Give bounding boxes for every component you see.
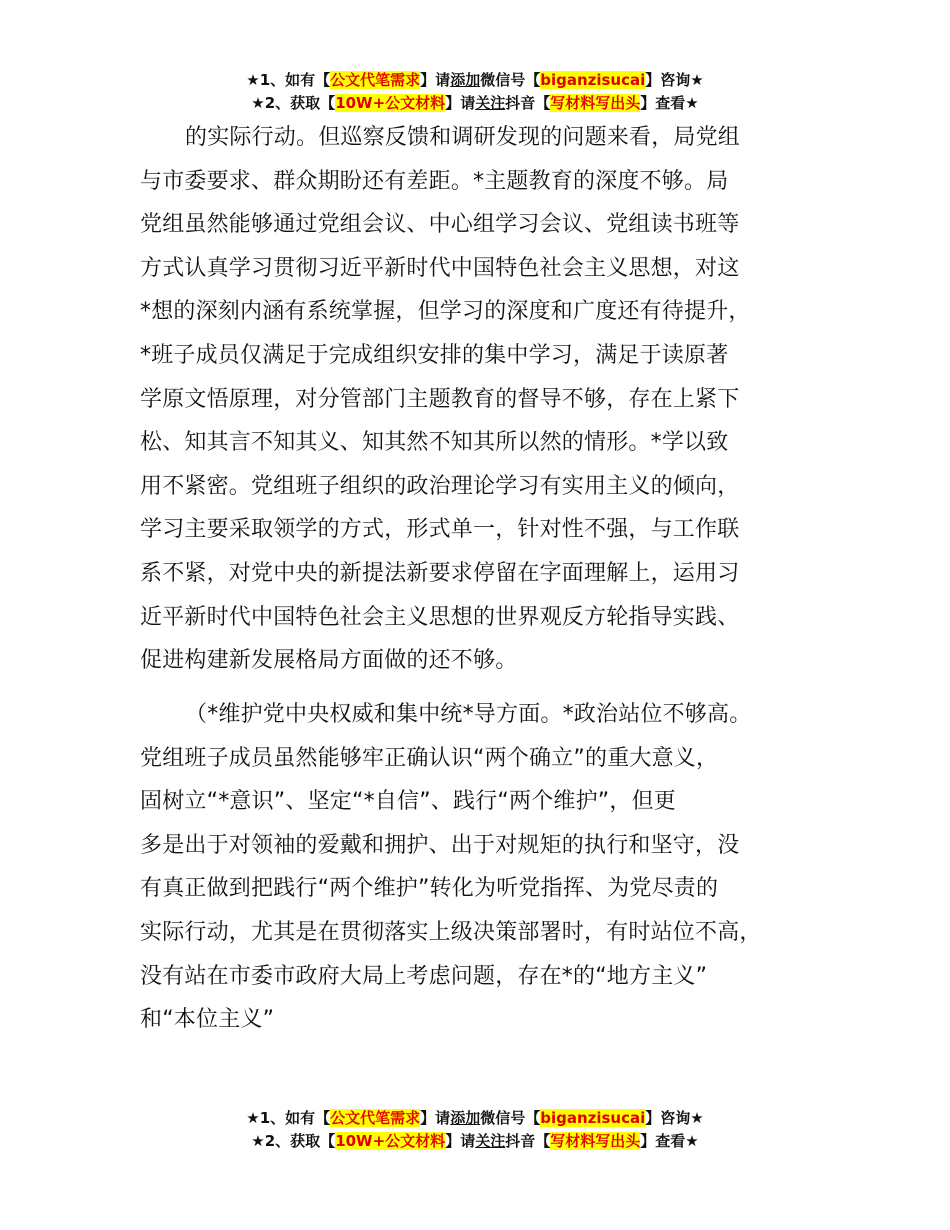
text-line: 党组虽然能够通过党组会议、中心组学习会议、党组读书班等 — [140, 212, 740, 238]
highlight-douyin-account: 写材料写出头 — [550, 94, 641, 112]
banner-text: ★2、获取【 — [251, 1132, 336, 1150]
banner-emphasis: 关注 — [475, 94, 506, 112]
text-line: 系不紧，对党中央的新提法新要求停留在字面理解上，运用习 — [140, 560, 740, 586]
text-line: 多是出于对领袖的爱戴和拥护、出于对规矩的执行和坚守，没 — [140, 832, 740, 858]
banner-text: 】请 — [420, 71, 451, 89]
banner-emphasis: 添加 — [450, 71, 481, 89]
banner-text: 】请 — [445, 1132, 476, 1150]
highlight-service: 公文代笔需求 — [330, 1109, 421, 1127]
text-line: 松、知其言不知其义、知其然不知其所以然的情形。*学以致 — [140, 430, 729, 456]
highlight-wechat-id: biganzisucai — [540, 1109, 646, 1127]
banner-text: 】咨询★ — [645, 71, 704, 89]
text-line: 近平新时代中国特色社会主义思想的世界观反方轮指导实践、 — [140, 604, 740, 630]
text-line: 没有站在市委市政府大局上考虑问题，存在*的“地方主义” — [140, 963, 708, 989]
banner-text: ★1、如有【 — [246, 1109, 331, 1127]
text-line: 实际行动，尤其是在贯彻落实上级决策部署时，有时站位不高， — [140, 919, 762, 945]
text-line: 和“本位主义” — [140, 1007, 275, 1033]
banner-text: 】咨询★ — [645, 1109, 704, 1127]
text-line: 固树立“*意识”、坚定“*自信”、践行“两个维护”，但更 — [140, 789, 676, 815]
text-line: 有真正做到把践行“两个维护”转化为听党指挥、为党尽责的 — [140, 876, 719, 902]
banner-text: 】请 — [445, 94, 476, 112]
highlight-service: 公文代笔需求 — [330, 71, 421, 89]
highlight-materials: 10W+公文材料 — [335, 94, 446, 112]
text-line: 学习主要采取领学的方式，形式单一，针对性不强，与工作联 — [140, 517, 740, 543]
header-banner — [0, 69, 950, 115]
highlight-douyin-account: 写材料写出头 — [550, 1132, 641, 1150]
banner-emphasis: 添加 — [450, 1109, 481, 1127]
body-paragraph-1 — [140, 116, 840, 683]
text-line: 党组班子成员虽然能够牢正确认识“两个确立”的重大意义， — [140, 745, 719, 771]
banner-line-1 — [0, 1107, 950, 1130]
highlight-wechat-id: biganzisucai — [540, 71, 646, 89]
banner-line-1 — [0, 69, 950, 92]
text-line: *班子成员仅满足于完成组织安排的集中学习，满足于读原著 — [140, 342, 729, 368]
body-paragraph-2 — [140, 693, 840, 1042]
text-line: 与市委要求、群众期盼还有差距。*主题教育的深度不够。局 — [140, 168, 729, 194]
banner-text: ★2、获取【 — [251, 94, 336, 112]
text-line: （*维护党中央权威和集中统*导方面。*政治站位不够高。 — [185, 702, 752, 727]
banner-line-2 — [0, 92, 950, 115]
text-line: 学原文悟原理，对分管部门主题教育的督导不够，存在上紧下 — [140, 386, 740, 412]
banner-line-2 — [0, 1130, 950, 1153]
banner-text: 】查看★ — [640, 94, 699, 112]
highlight-materials: 10W+公文材料 — [335, 1132, 446, 1150]
text-line: 促进构建新发展格局方面做的还不够。 — [140, 648, 518, 674]
banner-text: 微信号【 — [480, 1109, 541, 1127]
banner-text: 抖音【 — [505, 94, 551, 112]
text-line: 的实际行动。但巡察反馈和调研发现的问题来看，局党组 — [185, 125, 741, 150]
text-line: 用不紧密。党组班子组织的政治理论学习有实用主义的倾向， — [140, 473, 740, 499]
banner-text: 】查看★ — [640, 1132, 699, 1150]
text-line: 方式认真学习贯彻习近平新时代中国特色社会主义思想，对这 — [140, 255, 740, 281]
banner-text: 】请 — [420, 1109, 451, 1127]
banner-emphasis: 关注 — [475, 1132, 506, 1150]
banner-text: ★1、如有【 — [246, 71, 331, 89]
banner-text: 抖音【 — [505, 1132, 551, 1150]
text-line: *想的深刻内涵有系统掌握，但学习的深度和广度还有待提升， — [140, 299, 751, 325]
banner-text: 微信号【 — [480, 71, 541, 89]
footer-banner — [0, 1107, 950, 1153]
